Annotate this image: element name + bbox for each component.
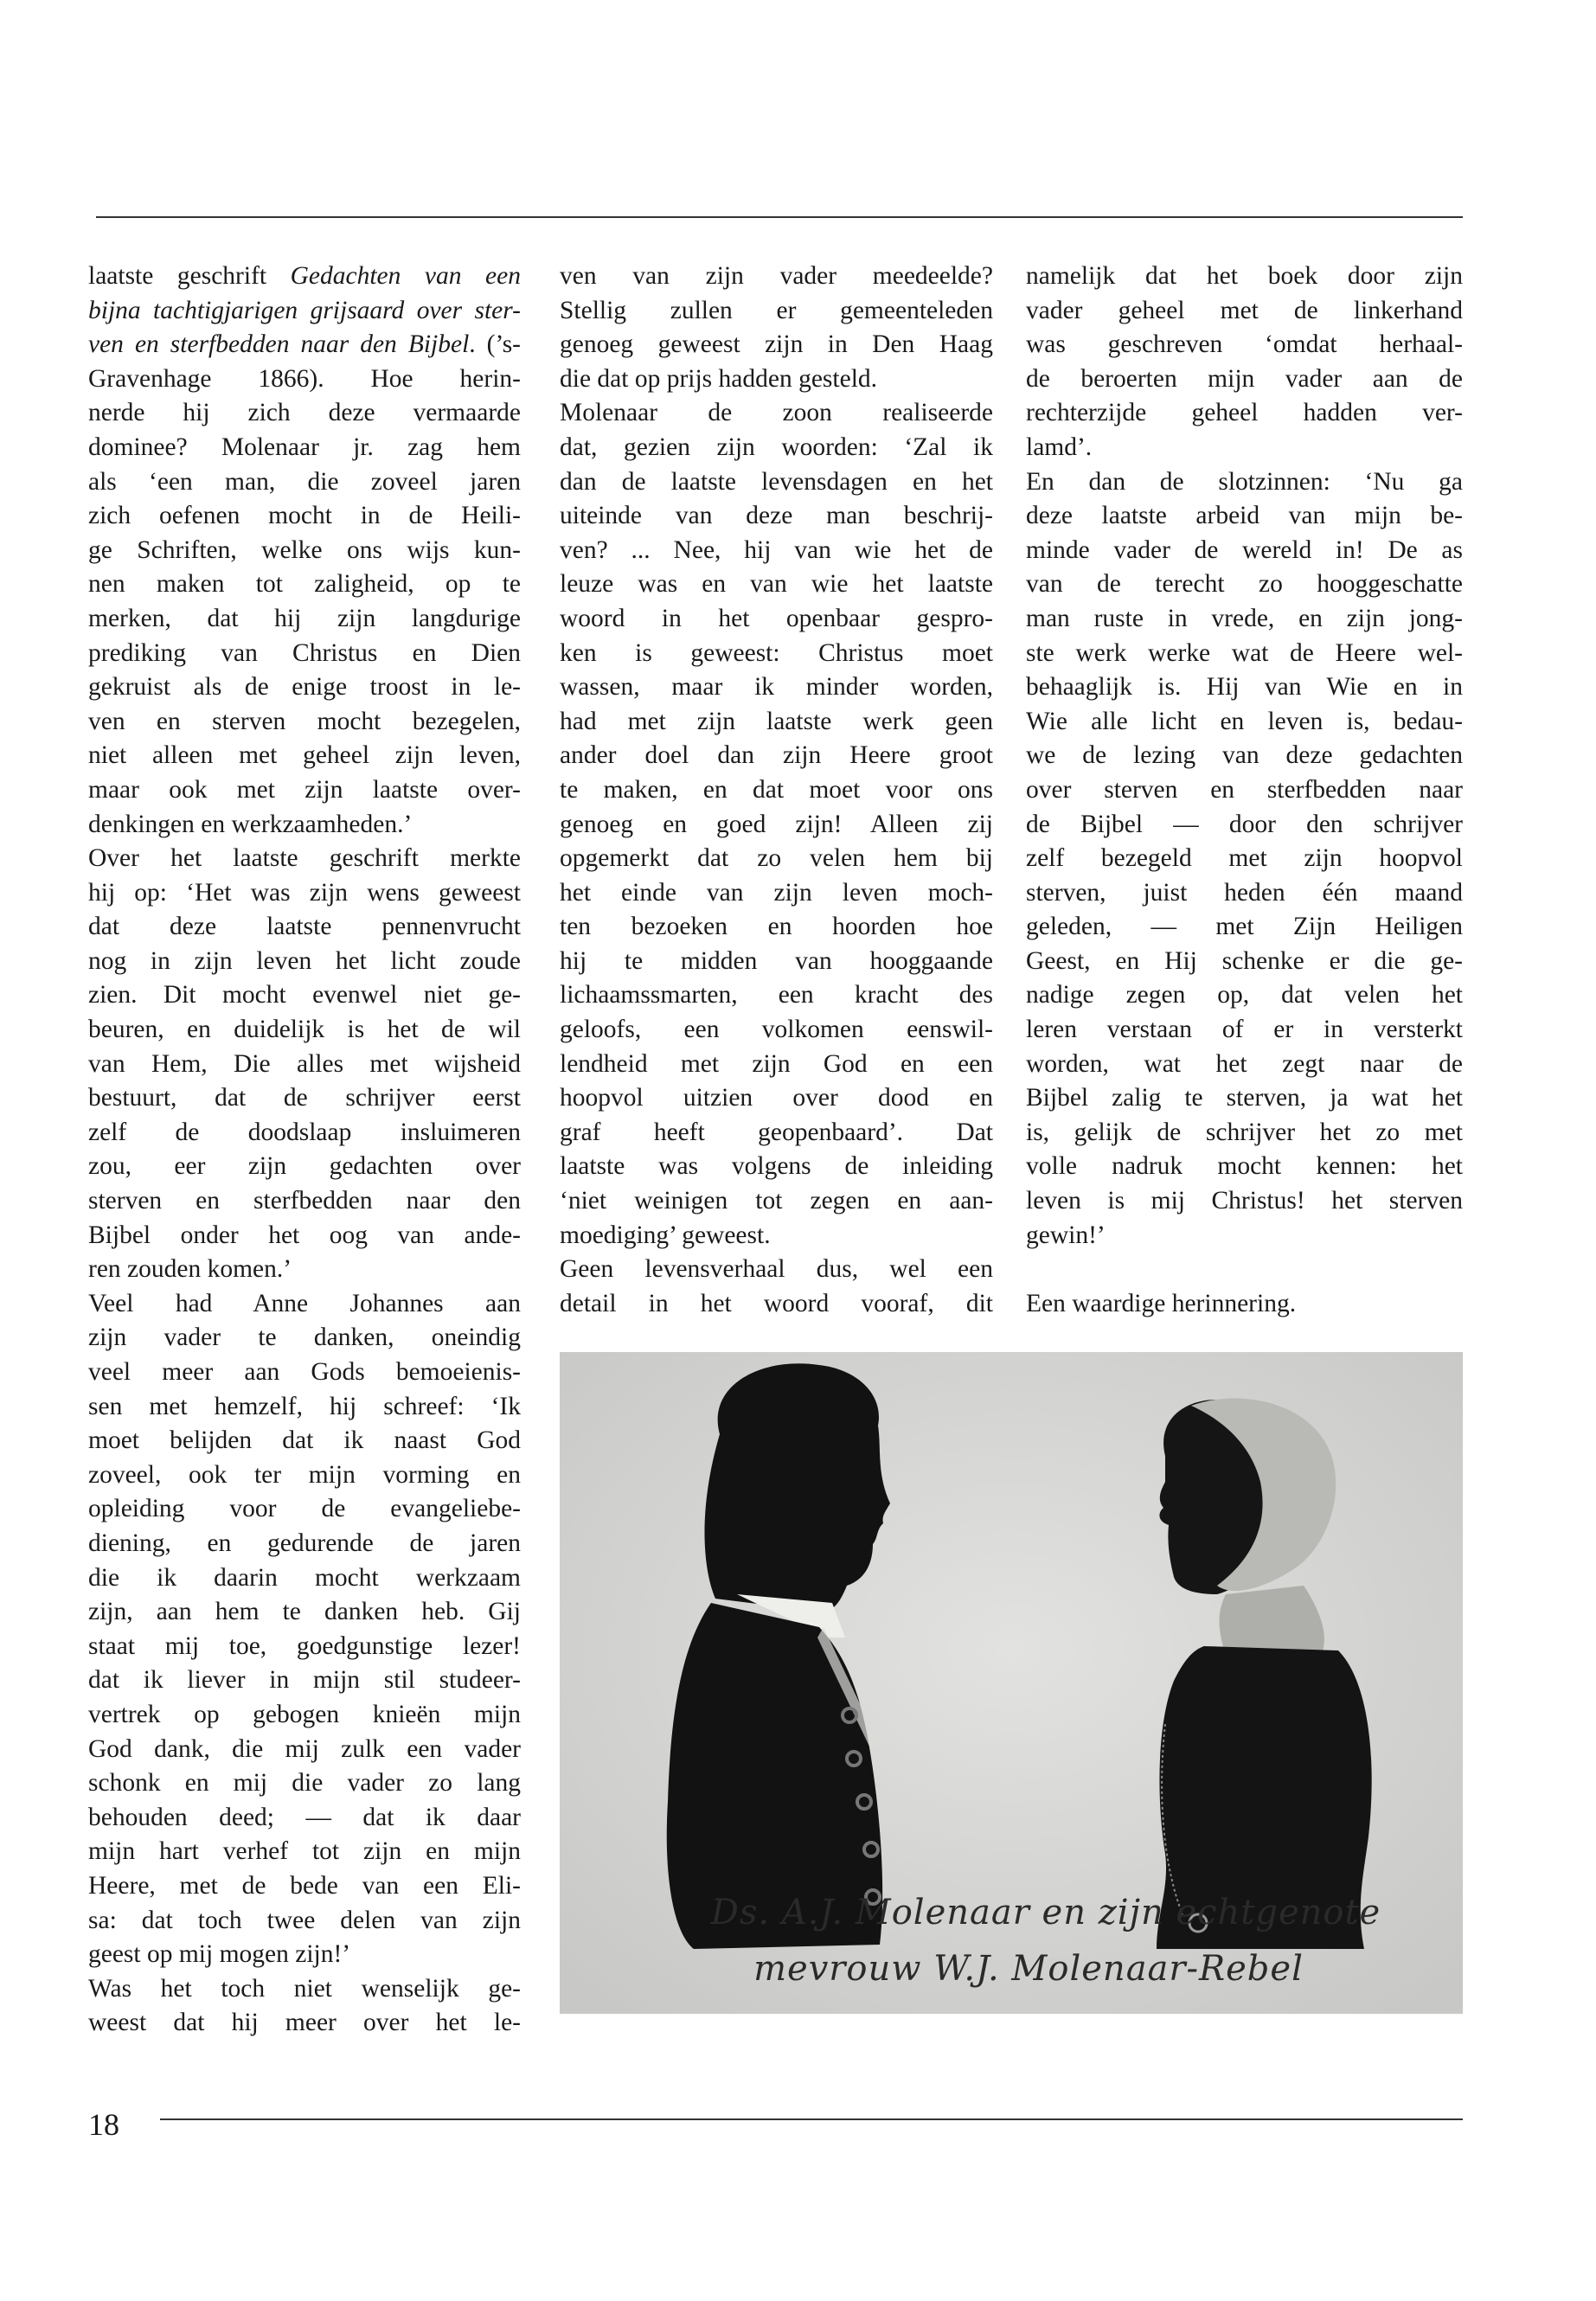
text-line: ren zouden komen.’: [88, 1255, 292, 1284]
text-line: sa: dat toch twee delen van zijn: [88, 1906, 521, 1934]
text-line: sterven, juist heden één maand: [1026, 878, 1463, 907]
column-paragraphs: [560, 260, 993, 1321]
text-line: diening, en gedurende de jaren: [88, 1529, 521, 1557]
text-line: zou, eer zijn gedachten over: [88, 1152, 521, 1181]
text-line: lamd’.: [1026, 433, 1093, 461]
text-line: we de lezing van deze gedachten: [1026, 741, 1463, 770]
header-rule: [96, 216, 1463, 218]
paragraph: [88, 842, 521, 1287]
text-line: leuze was en van wie het laatste: [560, 570, 993, 599]
text-line: [88, 260, 521, 294]
text-line: van Hem, Die alles met wijsheid: [88, 1049, 521, 1078]
text-line: bestuurt, dat de schrijver eerst: [88, 1084, 521, 1112]
text-line: ‘niet weinigen tot zegen en aan-: [560, 1187, 993, 1215]
text-line: Geen levensverhaal dus, wel een: [560, 1255, 993, 1284]
text-line: sen met hemzelf, hij schreef: ‘Ik: [88, 1392, 521, 1420]
text-column-3: [1026, 260, 1463, 1321]
text-line: de beroerten mijn vader aan de: [1026, 364, 1463, 393]
text-line: Veel had Anne Johannes aan: [88, 1289, 521, 1317]
text-line: van de terecht zo hooggeschatte: [1026, 570, 1463, 599]
column-paragraphs: [1026, 260, 1463, 1321]
text-column-2: [560, 260, 993, 1321]
paragraph: [1026, 465, 1463, 1253]
text-line: die ik daarin mocht werkzaam: [88, 1563, 521, 1592]
text-line: nerde hij zich deze vermaarde: [88, 399, 521, 427]
text-line: [88, 328, 521, 362]
text-line: dat ik liever in mijn stil studeer-: [88, 1666, 521, 1695]
text-line: Geest, en Hij schenke er die ge-: [1026, 946, 1463, 975]
text-line: weest dat hij meer over het le-: [88, 2009, 521, 2037]
text-line: geloofs, een volkomen eenswil-: [560, 1016, 993, 1044]
text-line: prediking van Christus en Dien: [88, 638, 521, 667]
footer-rule: [160, 2118, 1463, 2120]
photo-caption-line-2: mevrouw W.J. Molenaar-Rebel: [753, 1949, 1304, 1989]
text-line: lichaamssmarten, een kracht des: [560, 981, 993, 1009]
text-line: merken, dat hij zijn langdurige: [88, 604, 521, 632]
text-line: die dat op prijs hadden gesteld.: [560, 364, 878, 393]
text-roman: . (’s-: [469, 330, 521, 359]
book-title-italic: ven en sterfbedden naar den Bijbel: [88, 330, 470, 359]
text-line: detail in het woord vooraf, dit: [560, 1289, 993, 1317]
text-line: woord in het openbaar gespro-: [560, 604, 993, 632]
text-line: over sterven en sterfbedden naar: [1026, 775, 1463, 804]
text-line: deze laatste arbeid van mijn be-: [1026, 502, 1463, 530]
text-line: rechterzijde geheel hadden ver-: [1026, 399, 1463, 427]
text-line: zoveel, ook ter mijn vorming en: [88, 1460, 521, 1489]
text-line: zijn, aan hem te danken heb. Gij: [88, 1598, 521, 1626]
text-roman: laatste geschrift: [88, 262, 291, 290]
text-line: ge Schriften, welke ons wijs kun-: [88, 535, 521, 564]
text-line: opleiding voor de evangeliebe-: [88, 1495, 521, 1523]
text-line: dan de laatste levensdagen en het: [560, 467, 993, 496]
text-line: maar ook met zijn laatste over-: [88, 775, 521, 804]
text-line: staat mij toe, goedgunstige lezer!: [88, 1631, 521, 1660]
text-line: hij op: ‘Het was zijn wens geweest: [88, 878, 521, 907]
paragraph: [560, 1253, 993, 1321]
text-line: is, gelijk de schrijver het zo met: [1026, 1118, 1463, 1146]
text-line: schonk en mij die vader zo lang: [88, 1769, 521, 1798]
text-line: moet belijden dat ik naast God: [88, 1426, 521, 1455]
text-line: vertrek op gebogen knieën mijn: [88, 1700, 521, 1728]
text-line: niet alleen met geheel zijn leven,: [88, 741, 521, 770]
paragraph: [1026, 1287, 1463, 1322]
text-line: Stellig zullen er gemeenteleden: [560, 296, 993, 324]
text-line: ten bezoeken en hoorden hoe: [560, 913, 993, 941]
text-line: moediging’ geweest.: [560, 1221, 771, 1249]
text-line: nadige zegen op, dat velen het: [1026, 981, 1463, 1009]
text-line: nog in zijn leven het licht zoude: [88, 946, 521, 975]
text-line: vader geheel met de linkerhand: [1026, 296, 1463, 324]
text-line: behouden deed; — dat ik daar: [88, 1803, 521, 1831]
text-line: Gravenhage 1866). Hoe herin-: [88, 364, 521, 393]
text-line: zich oefenen mocht in de Heili-: [88, 502, 521, 530]
text-line: geest op mij mogen zijn!’: [88, 1940, 351, 1969]
text-line: Heere, met de bede van een Eli-: [88, 1871, 521, 1900]
text-line: Bijbel zalig te sterven, ja wat het: [1026, 1084, 1463, 1112]
text-line: uiteinde van deze man beschrij-: [560, 502, 993, 530]
text-line: het einde van zijn leven moch-: [560, 878, 993, 907]
text-line: bijna tachtigjarigen grijsaard over ster-: [88, 296, 521, 324]
text-line: behaaglijk is. Hij van Wie en in: [1026, 673, 1463, 702]
text-line: als ‘een man, die zoveel jaren: [88, 467, 521, 496]
text-line: was geschreven ‘omdat herhaal-: [1026, 330, 1463, 359]
photo-caption-line-1: Ds. A.J. Molenaar en zijn echtgenote: [710, 1893, 1381, 1932]
paragraph-spacer: [1026, 1253, 1463, 1287]
text-line: hoopvol uitzien over dood en: [560, 1084, 993, 1112]
text-line: Bijbel onder het oog van ande-: [88, 1221, 521, 1249]
text-line: dominee? Molenaar jr. zag hem: [88, 433, 521, 461]
text-line: geleden, — met Zijn Heiligen: [1026, 913, 1463, 941]
paragraph: [88, 1972, 521, 2041]
text-line: minde vader de wereld in! De as: [1026, 535, 1463, 564]
text-line: En dan de slotzinnen: ‘Nu ga: [1026, 467, 1463, 496]
text-line: graf heeft geopenbaard’. Dat: [560, 1118, 993, 1146]
text-line: gewin!’: [1026, 1221, 1106, 1249]
text-line: zelf bezegeld met zijn hoopvol: [1026, 844, 1463, 873]
text-line: genoeg geweest zijn in Den Haag: [560, 330, 993, 359]
silhouette-portrait-photo: [560, 1352, 1463, 2014]
text-line: had met zijn laatste werk geen: [560, 707, 993, 735]
text-line: Was het toch niet wenselijk ge-: [88, 1974, 521, 2003]
text-line: veel meer aan Gods bemoeienis-: [88, 1358, 521, 1386]
text-line: dat deze laatste pennenvrucht: [88, 913, 521, 941]
paragraph: [1026, 260, 1463, 465]
text-line: zien. Dit mocht evenwel niet ge-: [88, 981, 521, 1009]
text-line: mijn hart verhef tot zijn en mijn: [88, 1837, 521, 1866]
text-line: leren verstaan of er in versterkt: [1026, 1016, 1463, 1044]
text-line: wassen, maar ik minder worden,: [560, 673, 993, 702]
text-line: genoeg en goed zijn! Alleen zij: [560, 810, 993, 838]
text-line: de Bijbel — door den schrijver: [1026, 810, 1463, 838]
text-line: te maken, en dat moet voor ons: [560, 775, 993, 804]
text-line: hij te midden van hooggaande: [560, 946, 993, 975]
text-line: worden, wat het zegt naar de: [1026, 1049, 1463, 1078]
text-line: laatste was volgens de inleiding: [560, 1152, 993, 1181]
text-line: lendheid met zijn God en een: [560, 1049, 993, 1078]
text-line: ander doel dan zijn Heere groot: [560, 741, 993, 770]
paragraph: [560, 396, 993, 1253]
text-line: God dank, die mij zulk een vader: [88, 1734, 521, 1763]
paragraph: [88, 1287, 521, 1972]
text-line: nen maken tot zaligheid, op te: [88, 570, 521, 599]
text-line: Over het laatste geschrift merkte: [88, 844, 521, 873]
text-column-1: [88, 260, 521, 2041]
text-line: Wie alle licht en leven is, bedau-: [1026, 707, 1463, 735]
text-line: beuren, en duidelijk is het de wil: [88, 1016, 521, 1044]
text-line: gekruist als de enige troost in le-: [88, 673, 521, 702]
book-title-italic: Gedachten van een: [290, 262, 521, 290]
text-line: namelijk dat het boek door zijn: [1026, 262, 1463, 290]
text-line: Molenaar de zoon realiseerde: [560, 399, 993, 427]
text-line: dat, gezien zijn woorden: ‘Zal ik: [560, 433, 993, 461]
text-line: sterven en sterfbedden naar den: [88, 1187, 521, 1215]
text-line: ven van zijn vader meedeelde?: [560, 262, 993, 290]
paragraph: [560, 260, 993, 396]
text-line: man ruste in vrede, en zijn jong-: [1026, 604, 1463, 632]
text-line: ven en sterven mocht bezegelen,: [88, 707, 521, 735]
text-line: leven is mij Christus! het sterven: [1026, 1187, 1463, 1215]
column-paragraphs: [88, 362, 521, 2041]
text-line: zijn vader te danken, oneindig: [88, 1324, 521, 1352]
text-line: opgemerkt dat zo velen hem bij: [560, 844, 993, 873]
text-line: ken is geweest: Christus moet: [560, 638, 993, 667]
text-line: ven? ... Nee, hij van wie het de: [560, 535, 993, 564]
paragraph: [88, 362, 521, 842]
text-line: volle nadruk mocht kennen: het: [1026, 1152, 1463, 1181]
text-line: zelf de doodslaap insluimeren: [88, 1118, 521, 1146]
text-line: Een waardige herinnering.: [1026, 1289, 1297, 1317]
text-line: ste werk werke wat de Heere wel-: [1026, 638, 1463, 667]
text-line: denkingen en werkzaamheden.’: [88, 810, 413, 838]
page-number: 18: [88, 2107, 119, 2142]
